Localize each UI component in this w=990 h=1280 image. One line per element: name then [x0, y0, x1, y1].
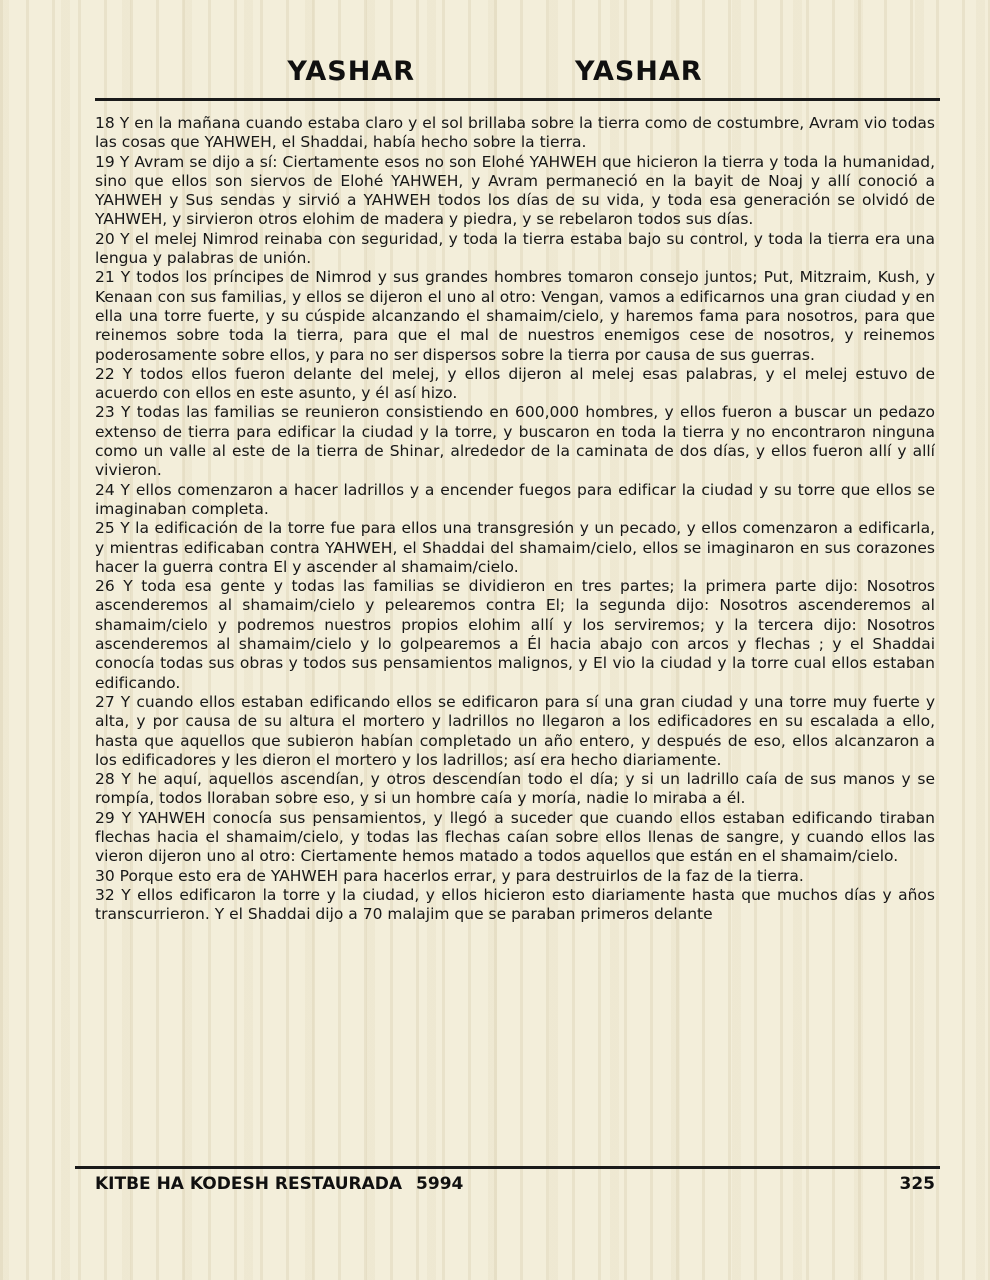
- footer-edition-year: 5994: [416, 1174, 464, 1194]
- page-footer: [95, 1174, 935, 1194]
- verse-paragraph: 28 Y he aquí, aquellos ascendían, y otros descendían todo el día; y si un ladrillo caía de sus manos y se rompía, todos lloraban sobre eso, y si un hombre caía y moría, nadie lo miraba a él.: [95, 770, 935, 808]
- footer-page-number: 325: [899, 1174, 935, 1194]
- verse-paragraph: 23 Y todas las familias se reunieron consistiendo en 600,000 hombres, y ellos fueron a buscar un pedazo extenso de tierra para edificar la ciudad y la torre, y buscaron en toda la tierra y no encontraron ninguna como un valle al este de la tierra de Shinar, alrededor de la caminata de dos días, y ellos fueron allí y allí vivieron.: [95, 403, 935, 480]
- verse-paragraph: 25 Y la edificación de la torre fue para ellos una transgresión y un pecado, y ellos comenzaron a edificarla, y mientras edificaban contra YAHWEH, el Shaddai del shamaim/cielo, ellos se imaginaron en sus corazones hacer la guerra contra El y ascender al shamaim/cielo.: [95, 519, 935, 576]
- verse-paragraph: 22 Y todos ellos fueron delante del melej, y ellos dijeron al melej esas palabras, y el melej estuvo de acuerdo con ellos en este asunto, y él así hizo.: [95, 364, 935, 403]
- verse-paragraph: 20 Y el melej Nimrod reinaba con seguridad, y toda la tierra estaba bajo su control, y toda la tierra era una lengua y palabras de unión.: [95, 229, 935, 268]
- verse-paragraph: 32 Y ellos edificaron la torre y la ciudad, y ellos hicieron esto diariamente hasta que muchos días y años transcurrieron. Y el Shaddai dijo a 70 malajim que se paraban primeros delante: [95, 885, 935, 924]
- verse-paragraph: 21 Y todos los príncipes de Nimrod y sus grandes hombres tomaron consejo juntos; Put, Mitzraim, Kush, y Kenaan con sus familias, y ellos se dijeron el uno al otro: Vengan, vamos a edificarnos una gran ciudad y en ella una torre fuerte, y su cúspide alcanzando el shamaim/cielo, y haremos fama para nosotros, para que reinemos sobre toda la tierra, para que el mal de nuestros enemigos cese de nosotros, y reinemos poderosamente sobre ellos, y para no ser dispersos sobre la tierra por causa de sus guerras.: [95, 268, 935, 364]
- footer-divider-rule: [75, 1166, 940, 1169]
- verse-paragraph: 29 Y YAHWEH conocía sus pensamientos, y llegó a suceder que cuando ellos estaban edificando tiraban flechas hacia el shamaim/cielo, y todas las flechas caían sobre ellos llenas de sangre, y cuando ellos las vieron dijeron uno al otro: Ciertamente hemos matado a todos aquellos que están en el shamaim/cielo.: [95, 808, 935, 866]
- verse-paragraph: 30 Porque esto era de YAHWEH para hacerlos errar, y para destruirlos de la faz de la tierra.: [95, 866, 804, 885]
- verse-paragraph: 19 Y Avram se dijo a sí: Ciertamente esos no son Elohé YAHWEH que hicieron la tierra y toda la humanidad, sino que ellos son siervos de Elohé YAHWEH, y Avram permaneció en la bayit de Noaj y allí conoció a YAHWEH y Sus sendas y sirvió a YAHWEH todos los días de su vida, y toda esa generación se olvidó de YAHWEH, y sirvieron otros elohim de madera y piedra, y se rebelaron todos sus días.: [95, 152, 935, 229]
- verse-paragraph: 26 Y toda esa gente y todas las familias se dividieron en tres partes; la primera parte dijo: Nosotros ascenderemos al shamaim/cielo y pelearemos contra El; la segunda dijo: Nosotros ascenderemos al shamaim/cielo y podremos nuestros propios elohim allí y los serviremos; y la tercera dijo: Nosotros ascenderemos al shamaim/cielo y lo golpearemos a Él hacia abajo con arcos y flechas ; y el Shaddai conocía todas sus obras y todos sus pensamientos malignos, y El vio la ciudad y la torre cual ellos estaban edificando.: [95, 577, 935, 692]
- footer-book-info: [95, 1174, 463, 1194]
- header-title-right: YASHAR: [575, 56, 703, 87]
- header-divider-rule: [95, 98, 940, 101]
- page-header: [0, 56, 990, 87]
- footer-book-title: KITBE HA KODESH RESTAURADA: [95, 1174, 403, 1194]
- verse-paragraph: 27 Y cuando ellos estaban edificando ellos se edificaron para sí una gran ciudad y una torre muy fuerte y alta, y por causa de su altura el mortero y ladrillos no llegaron a los edificadores en su escalada a ello, hasta que aquellos que subieron habían completado un año entero, y después de eso, ellos alcanzaron a los edificadores y les dieron el mortero y los ladrillos; así era hecho diariamente.: [95, 692, 935, 769]
- header-title-left: YASHAR: [287, 56, 415, 87]
- body-text: [95, 114, 935, 1162]
- verse-paragraph: 24 Y ellos comenzaron a hacer ladrillos y a encender fuegos para edificar la ciudad y su torre que ellos se imaginaban completa.: [95, 480, 935, 518]
- verse-paragraph: 18 Y en la mañana cuando estaba claro y el sol brillaba sobre la tierra como de costumbre, Avram vio todas las cosas que YAHWEH, el Shaddai, había hecho sobre la tierra.: [95, 114, 935, 152]
